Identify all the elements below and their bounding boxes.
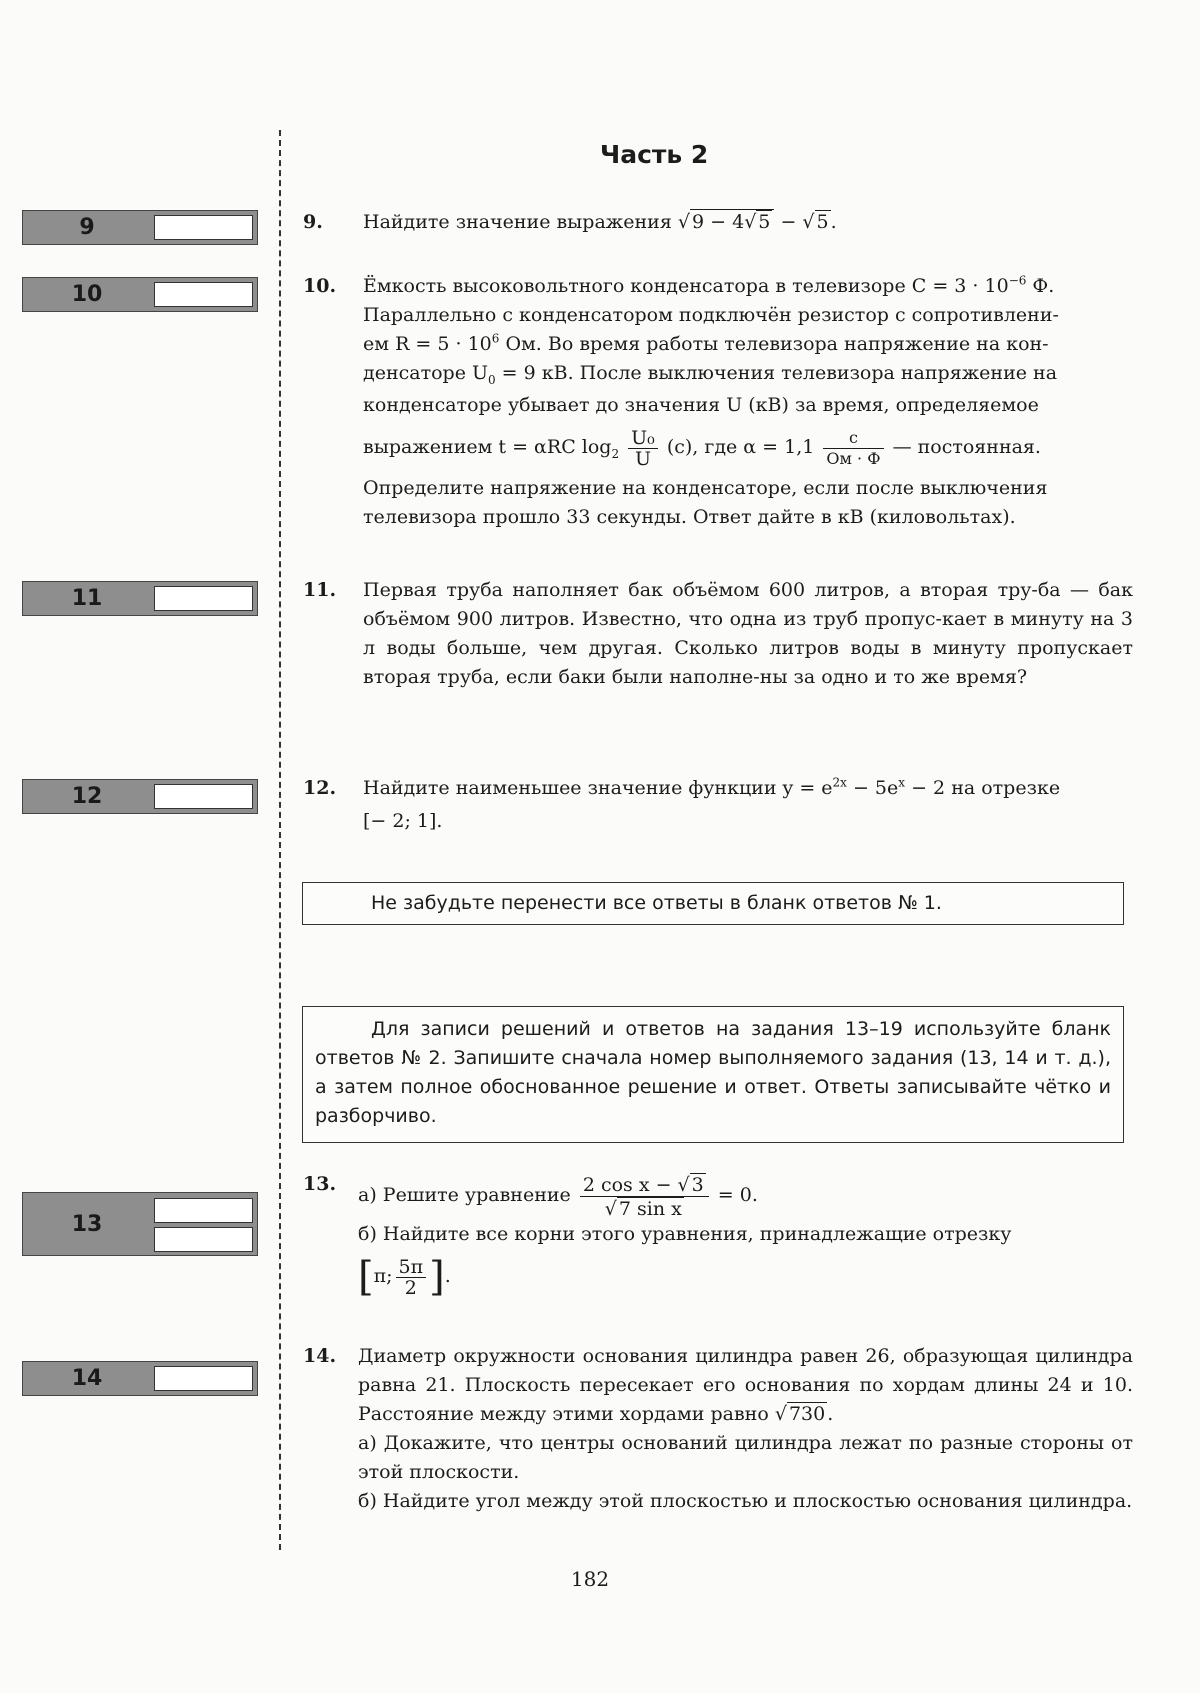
task-line: телевизора прошло 33 секунды. Ответ дайте в кВ (киловольтах). (363, 506, 1016, 528)
task-line: б) Найдите угол между этой плоскостью и плоскостью основания цилиндра. (358, 1490, 1133, 1512)
fraction: $\frac{\text{2 cos x − √ 3}}{\text{√ 7 sin x}}$ (580, 1173, 709, 1220)
task-line: б) Найдите все корни этого уравнения, принадлежащие отрезку (358, 1223, 1012, 1245)
task-number: 10. (303, 275, 337, 297)
task-line: Диаметр окружности основания цилиндра равен 26, образующая цилиндра равна 21. Плоскость пересекает его основания по хордам длины 24 и 10. Расстояние между этими хордами равно √ 730 . (358, 1345, 1133, 1425)
answer-box-label: 13 (71, 1211, 103, 1237)
task-number: 11. (303, 579, 337, 601)
answer-box-9 (22, 210, 258, 245)
task-line: конденсаторе убывает до значения U (кВ) за время, определяемое (363, 394, 1039, 416)
answer-box-14 (22, 1361, 258, 1396)
cut-line (279, 130, 281, 1550)
task-11 (303, 576, 1133, 692)
task-13 (303, 1170, 1133, 1304)
task-number: 14. (303, 1345, 337, 1367)
task-14 (303, 1342, 1133, 1516)
fraction: $\frac{5\pi}{2}$ (396, 1257, 427, 1298)
task-line: [π; $\frac{5\pi}{2}$ ]. (358, 1254, 451, 1300)
answer-field-10[interactable] (154, 282, 253, 307)
answer-box-label: 9 (79, 215, 95, 240)
answer-box-label: 10 (71, 282, 103, 307)
task-line: ем $R = 5 \cdot 10^6$ Ом. Во время работы телевизора напряжение на кон- (363, 331, 1049, 355)
task-9: 9. Найдите значение выражения √ 9 − 4√ 5 − √ 5 . (303, 208, 1133, 237)
task-text: Найдите значение выражения (363, 211, 672, 233)
answer-box-13 (22, 1192, 258, 1256)
task-line: [− 2; 1]. (363, 810, 443, 832)
answer-field-13a[interactable] (154, 1198, 253, 1223)
task-10 (303, 272, 1133, 532)
task-line: Найдите наименьшее значение функции $y = e^{2x} - 5e^x - 2$ на отрезке (363, 775, 1061, 799)
answer-field-12[interactable] (154, 784, 253, 809)
answer-box-12 (22, 779, 258, 814)
task-number: 12. (303, 777, 337, 799)
task-number: 13. (303, 1173, 337, 1195)
notice-instructions: Для записи решений и ответов на задания 13–19 используйте бланк ответов № 2. Запишите сначала номер выполняемого задания (13, 14 и т. д.), а затем полное обоснованное решение и ответ. Ответы записывайте чётко и разборчиво. (302, 1006, 1124, 1143)
task-line: денсаторе $U_0 = 9$ кВ. После выключения телевизора напряжение на (363, 362, 1058, 387)
answer-box-10 (22, 277, 258, 312)
task-12 (303, 774, 1133, 836)
task-line: а) Докажите, что центры оснований цилиндра лежат по разные стороны от этой плоскости. (358, 1432, 1133, 1483)
sqrt-expression: 5 (816, 211, 829, 233)
answer-field-13b[interactable] (154, 1227, 253, 1252)
answer-box-label: 12 (71, 784, 103, 809)
answer-box-label: 11 (71, 586, 103, 611)
answer-box-label: 14 (71, 1366, 103, 1391)
task-line: выражением t = αRC $\log_2$ $\frac{\text{U₀}}{U}$ (с), где α = 1,1 $\frac{с}{Ом \cdot Ф}$ — постоянная. (363, 426, 1041, 470)
task-line: Ёмкость высоковольтного конденсатора в телевизоре $C = 3 \cdot 10^{-6}$ Ф. (363, 273, 1055, 297)
task-line: Определите напряжение на конденсаторе, если после выключения (363, 477, 1048, 499)
page-heading: Часть 2 (600, 140, 709, 169)
sqrt-expression: 9 − 4√ 5 (690, 209, 774, 233)
fraction: $\frac{с}{Ом \cdot Ф}$ (823, 428, 883, 469)
answer-field-14[interactable] (154, 1366, 253, 1391)
notice-transfer: Не забудьте перенести все ответы в бланк ответов № 1. (302, 882, 1124, 925)
page-number: 182 (570, 1567, 610, 1591)
task-line: Параллельно с конденсатором подключён резистор с сопротивлени- (363, 304, 1059, 326)
answer-box-11 (22, 581, 258, 616)
answer-field-11[interactable] (154, 586, 253, 611)
task-line: а) Решите уравнение $\frac{\text{2 cos x − √ 3}}{\text{√ 7 sin x}}$ = 0. (358, 1173, 758, 1220)
task-number: 9. (303, 211, 323, 233)
answer-field-9[interactable] (154, 215, 253, 240)
task-text: Первая труба наполняет бак объёмом 600 литров, а вторая тру-ба — бак объёмом 900 литров. Известно, что одна из труб пропус-кает в минуту на 3 л воды больше, чем другая. Сколько литров воды в минуту пропускает вторая труба, если баки были наполне-ны за одно и то же время? (363, 579, 1133, 688)
fraction: $\frac{\text{U₀}}{U}$ (628, 428, 658, 469)
